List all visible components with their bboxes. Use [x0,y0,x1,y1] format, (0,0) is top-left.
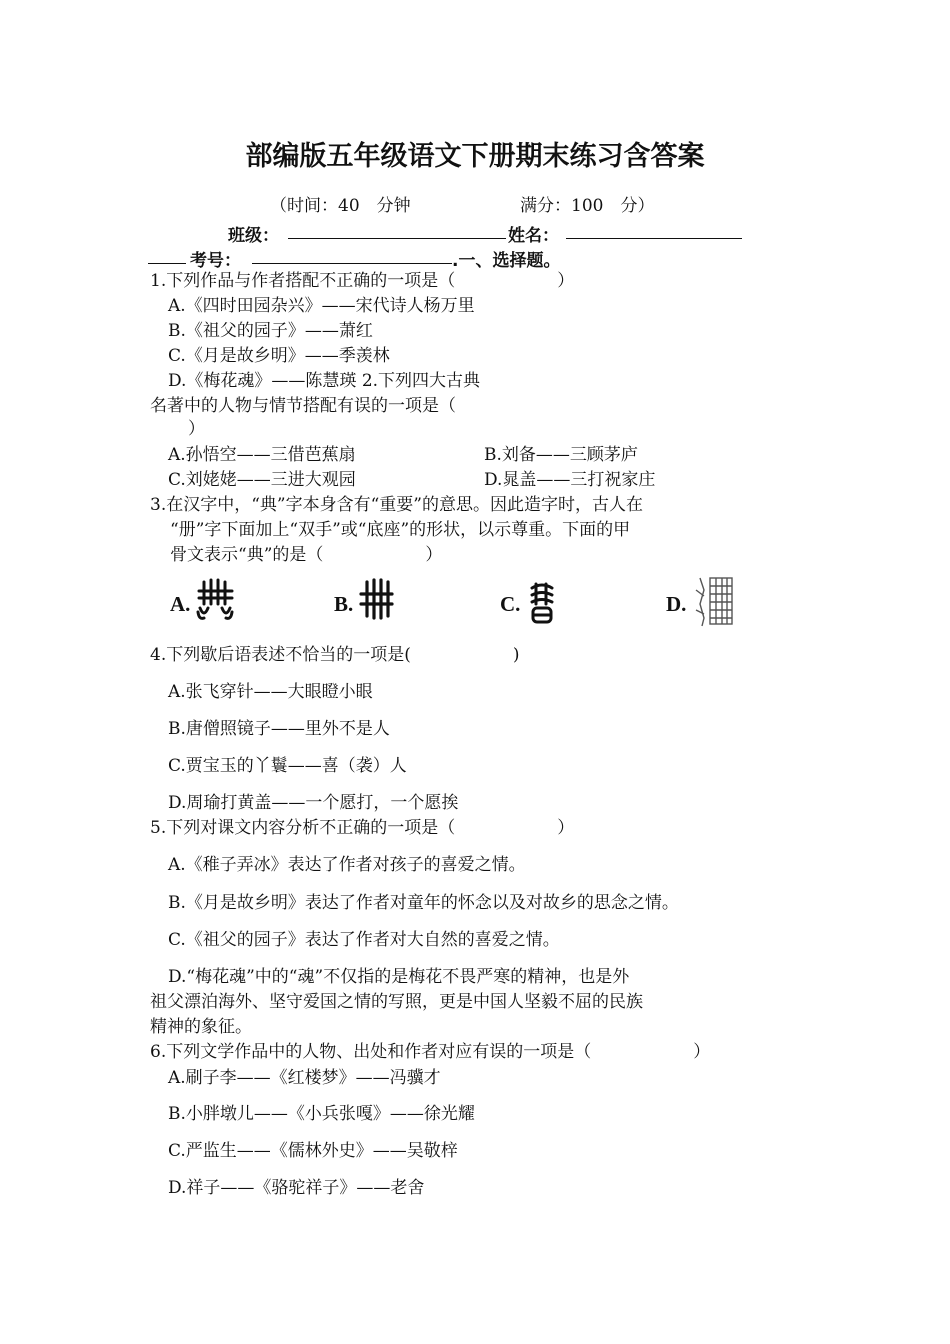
class-blank[interactable] [288,221,506,239]
q6-option-c: C.严监生——《儒林外史》——吴敬梓 [168,1141,458,1161]
q2-option-d: D.晁盖——三打祝家庄 [484,470,656,490]
oracle-bone-glyph-d-icon [694,574,736,628]
q5-option-d-line-3: 精神的象征。 [150,1017,252,1037]
q3-line-2: “册”字下面加上“双手”或“底座”的形状，以示尊重。下面的甲 [170,520,631,540]
oracle-bone-glyph-c-icon [526,580,558,626]
q3-line-1: 3.在汉字中，“典”字本身含有“重要”的意思。因此造字时，古人在 [150,495,643,515]
q3-option-b-label: B. [334,592,354,616]
oracle-bone-glyph-a-icon [196,578,236,622]
q5-option-c: C.《祖父的园子》表达了作者对大自然的喜爱之情。 [168,930,560,950]
section-one-heading: .一、选择题。 [452,251,561,271]
q4-option-d: D.周瑜打黄盖——一个愿打，一个愿挨 [168,793,459,813]
q5-option-d-line-2: 祖父漂泊海外、坚守爱国之情的写照，更是中国人坚毅不屈的民族 [150,992,643,1012]
q6-option-d: D.祥子——《骆驼祥子》——老舍 [168,1178,425,1198]
q2-stem: 名著中的人物与情节搭配有误的一项是（ [150,396,456,416]
q5-option-a: A.《稚子弄冰》表达了作者对孩子的喜爱之情。 [168,855,526,875]
q4-option-b: B.唐僧照镜子——里外不是人 [168,719,390,739]
exam-time: （时间：40 分钟 [270,196,411,216]
oracle-bone-glyph-b-icon [358,578,394,622]
q6-option-a: A.刷子李——《红楼梦》——冯骥才 [168,1068,441,1088]
q4-option-c: C.贾宝玉的丫鬟——喜（袭）人 [168,756,407,776]
q1-option-a: A.《四时田园杂兴》——宋代诗人杨万里 [168,296,475,316]
exam-no-blank[interactable] [252,246,452,264]
page-title: 部编版五年级语文下册期末练习含答案 [245,141,705,172]
q6-option-b: B.小胖墩儿——《小兵张嘎》——徐光耀 [168,1104,475,1124]
q3-line-3: 骨文表示“典”的是（ ） [170,545,443,565]
q5-option-b: B.《月是故乡明》表达了作者对童年的怀念以及对故乡的思念之情。 [168,893,679,913]
q1-option-b: B.《祖父的园子》——萧红 [168,321,373,341]
q1-stem: 1.下列作品与作者搭配不正确的一项是（ ） [150,271,575,291]
q2-stem-close: ） [188,419,205,439]
q1-option-c: C.《月是故乡明》——季羡林 [168,346,390,366]
q4-stem: 4.下列歇后语表述不恰当的一项是( ) [150,645,520,665]
q5-stem: 5.下列对课文内容分析不正确的一项是（ ） [150,818,575,838]
q3-option-c-label: C. [500,592,521,616]
q1-option-d: D.《梅花魂》——陈慧瑛 2.下列四大古典 [168,371,481,391]
q5-option-d-line-1: D.“梅花魂”中的“魂”不仅指的是梅花不畏严寒的精神，也是外 [168,967,630,987]
exam-no-prefix-blank[interactable] [148,246,186,264]
name-label: 姓名： [508,226,559,246]
name-blank[interactable] [566,221,742,239]
q6-stem: 6.下列文学作品中的人物、出处和作者对应有误的一项是（ ） [150,1042,711,1062]
q2-option-a: A.孙悟空——三借芭蕉扇 [168,445,356,465]
class-label: 班级： [228,226,279,246]
exam-no-label: 考号： [190,251,241,271]
q2-option-b: B.刘备——三顾茅庐 [484,445,638,465]
q3-option-d-label: D. [666,592,687,616]
q2-option-c: C.刘姥姥——三进大观园 [168,470,356,490]
exam-full-score: 满分：100 分） [520,196,655,216]
q3-option-a-label: A. [170,592,191,616]
q4-option-a: A.张飞穿针——大眼瞪小眼 [168,682,373,702]
